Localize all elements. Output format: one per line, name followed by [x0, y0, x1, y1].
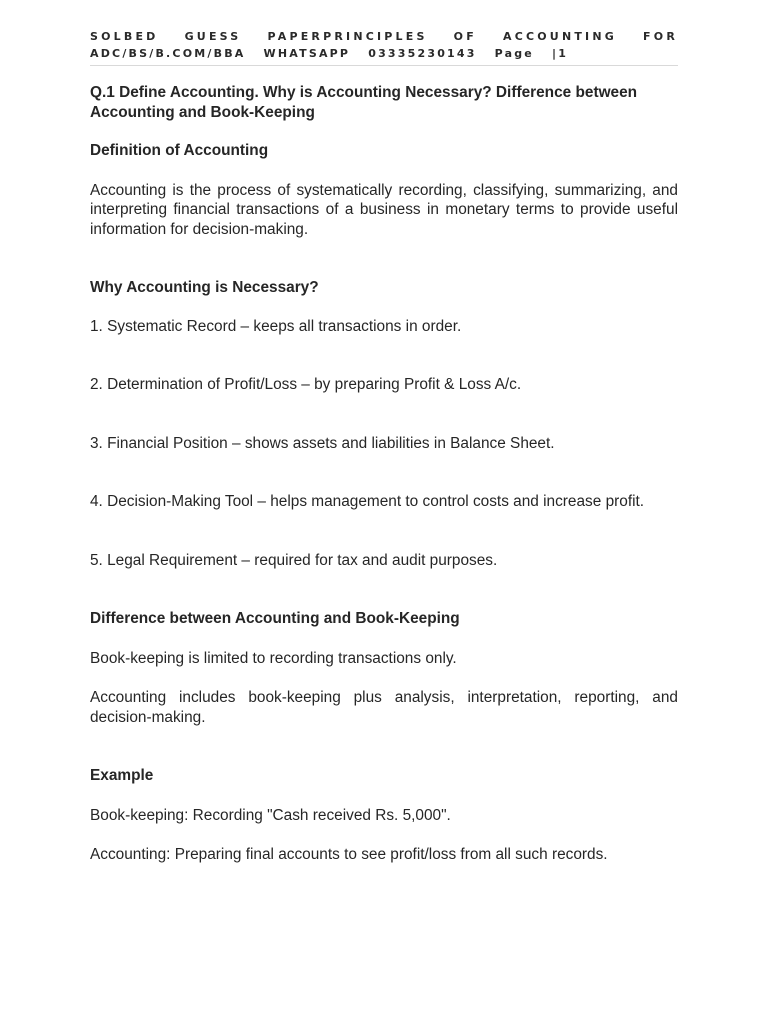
definition-heading: Definition of Accounting	[90, 142, 269, 159]
example-heading: Example	[90, 767, 154, 784]
necessity-point-1: 1. Systematic Record – keeps all transactions in order.	[90, 317, 462, 335]
document-page	[90, 28, 678, 865]
necessity-point-5: 5. Legal Requirement – required for tax and audit purposes.	[90, 551, 498, 569]
example-bookkeeping: Book-keeping: Recording "Cash received Rs. 5,000".	[90, 806, 451, 824]
definition-text: Accounting is the process of systematically recording, classifying, summarizing, and interpreting financial transactions of a business in monetary terms to provide useful information for decision-making.	[90, 181, 678, 238]
example-accounting: Accounting: Preparing final accounts to see profit/loss from all such records.	[90, 846, 608, 863]
necessity-point-4: 4. Decision-Making Tool – helps management to control costs and increase profit.	[90, 493, 645, 510]
difference-heading: Difference between Accounting and Book-Keeping	[90, 610, 460, 627]
header-line-2: ADC/BS/B.COM/BBA WHATSAPP 03335230143 Page |1	[90, 47, 569, 60]
necessity-heading: Why Accounting is Necessary?	[90, 279, 319, 296]
necessity-point-3: 3. Financial Position – shows assets and liabilities in Balance Sheet.	[90, 434, 555, 452]
necessity-point-2: 2. Determination of Profit/Loss – by preparing Profit & Loss A/c.	[90, 376, 522, 393]
difference-accounting: Accounting includes book-keeping plus analysis, interpretation, reporting, and decision-making.	[90, 689, 678, 726]
document-body	[90, 83, 678, 865]
header-line-1: SOLBED GUESS PAPERPRINCIPLES OF ACCOUNTING FOR	[90, 30, 678, 43]
question-title: Q.1 Define Accounting. Why is Accounting Necessary? Difference between Accounting and Book-Keeping	[90, 84, 638, 121]
difference-bookkeeping: Book-keeping is limited to recording transactions only.	[90, 649, 457, 667]
page-header	[90, 28, 678, 66]
